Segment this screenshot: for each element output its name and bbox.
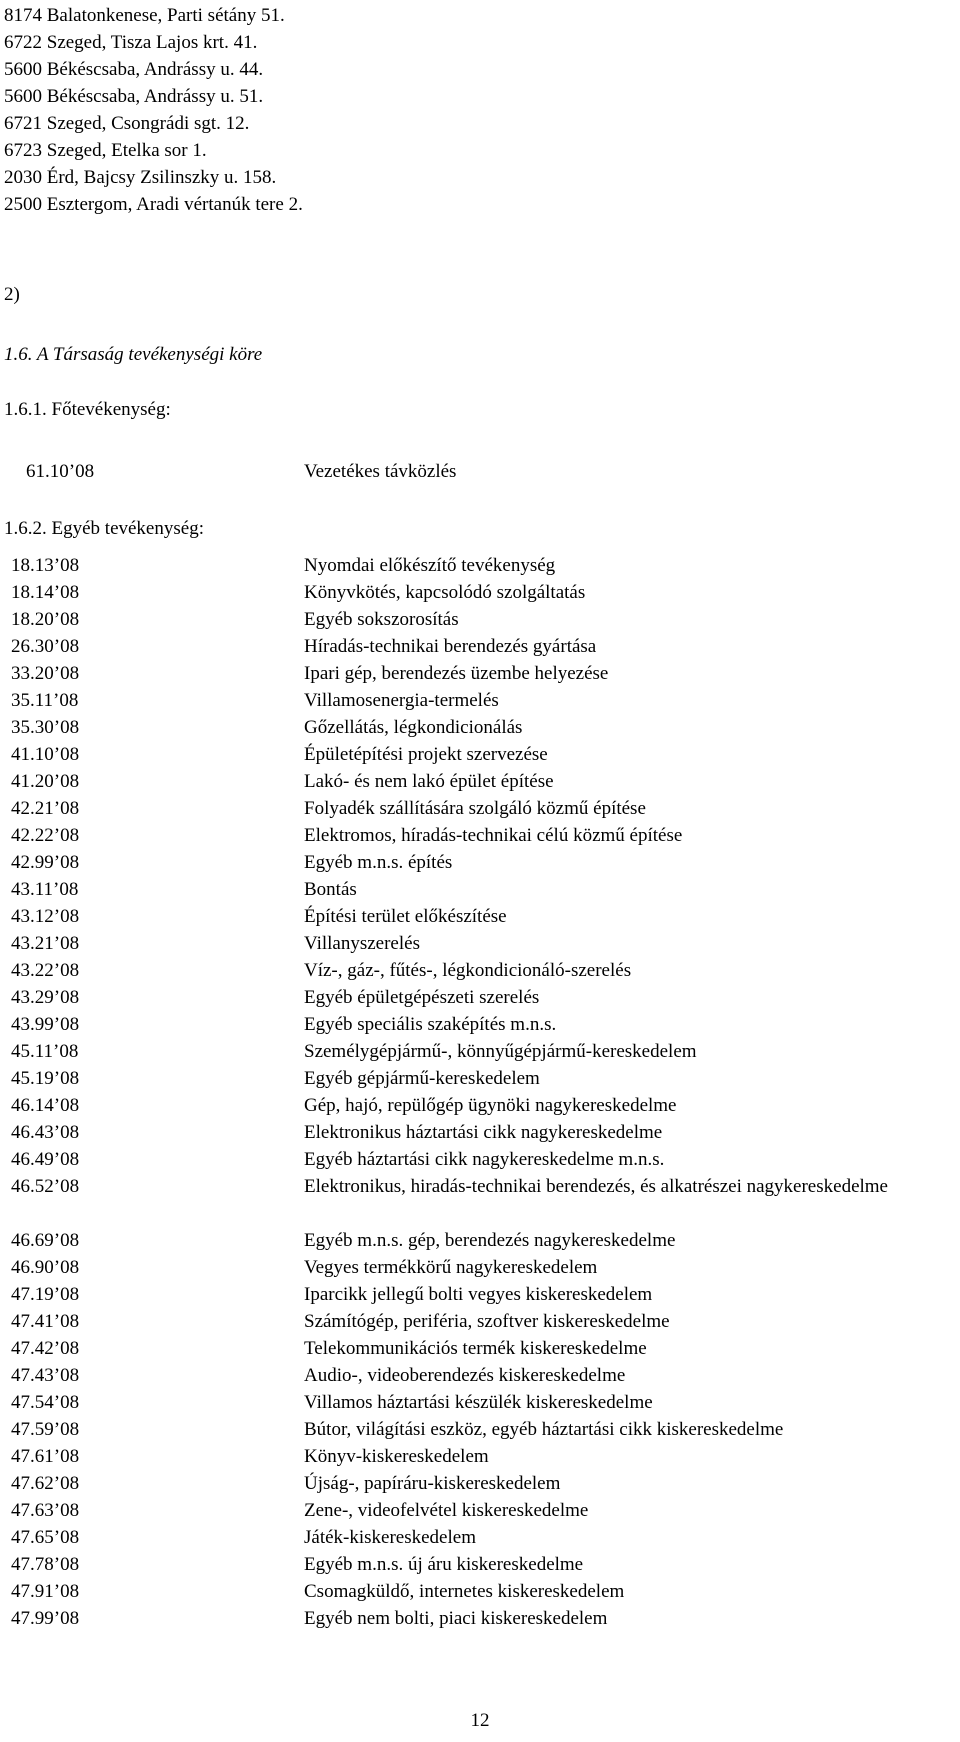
activity-description: Folyadék szállítására szolgáló közmű építése — [304, 798, 646, 819]
activity-description: Egyéb gépjármű-kereskedelem — [304, 1068, 540, 1089]
activity-description: Könyv-kiskereskedelem — [304, 1446, 489, 1467]
activity-description: Újság-, papíráru-kiskereskedelem — [304, 1473, 561, 1494]
activity-row — [0, 1443, 960, 1470]
activity-description: Egyéb sokszorosítás — [304, 609, 459, 630]
activity-row — [0, 1470, 960, 1497]
activity-description: Egyéb nem bolti, piaci kiskereskedelem — [304, 1608, 608, 1629]
activity-code: 46.69’08 — [11, 1230, 80, 1251]
activity-code: 47.61’08 — [11, 1446, 80, 1467]
activity-description: Könyvkötés, kapcsolódó szolgáltatás — [304, 582, 586, 603]
activity-row — [0, 1038, 960, 1065]
activity-description: Híradás-technikai berendezés gyártása — [304, 636, 597, 657]
activity-description: Telekommunikációs termék kiskereskedelme — [304, 1338, 647, 1359]
activity-row — [0, 741, 960, 768]
activity-row — [0, 1065, 960, 1092]
activity-code: 33.20’08 — [11, 663, 80, 684]
activity-row — [0, 1281, 960, 1308]
activity-description: Egyéb m.n.s. építés — [304, 852, 453, 873]
activity-code: 47.59’08 — [11, 1419, 80, 1440]
activity-row — [0, 768, 960, 795]
activity-description: Gőzellátás, légkondicionálás — [304, 717, 523, 738]
activity-code: 46.49’08 — [11, 1149, 80, 1170]
activity-code: 18.13’08 — [11, 555, 80, 576]
activity-description: Villamos háztartási készülék kiskereskedelme — [304, 1392, 653, 1413]
activity-row — [0, 1335, 960, 1362]
activity-description: Építési terület előkészítése — [304, 906, 507, 927]
activity-description: Zene-, videofelvétel kiskereskedelme — [304, 1500, 589, 1521]
activity-row — [0, 714, 960, 741]
activity-row — [0, 1416, 960, 1443]
activity-row — [0, 633, 960, 660]
activity-row — [0, 1362, 960, 1389]
activity-row — [0, 1551, 960, 1578]
activity-row — [0, 849, 960, 876]
address-line: 6721 Szeged, Csongrádi sgt. 12. — [4, 113, 250, 134]
address-line: 2500 Esztergom, Aradi vértanúk tere 2. — [4, 194, 303, 215]
activity-row — [0, 903, 960, 930]
activity-description: Elektromos, híradás-technikai célú közmű építése — [304, 825, 683, 846]
address-line: 5600 Békéscsaba, Andrássy u. 51. — [4, 86, 264, 107]
activity-code: 18.14’08 — [11, 582, 80, 603]
activity-row — [0, 552, 960, 579]
activity-description: Gép, hajó, repülőgép ügynöki nagykereskedelme — [304, 1095, 677, 1116]
main-activity-description: Vezetékes távközlés — [304, 461, 457, 482]
address-line: 8174 Balatonkenese, Parti sétány 51. — [4, 5, 285, 26]
activity-description: Bontás — [304, 879, 357, 900]
activity-description: Lakó- és nem lakó épület építése — [304, 771, 554, 792]
activity-row — [0, 1119, 960, 1146]
activity-description: Egyéb épületgépészeti szerelés — [304, 987, 540, 1008]
main-activity-code: 61.10’08 — [26, 461, 95, 482]
activity-row — [0, 579, 960, 606]
address-line: 5600 Békéscsaba, Andrássy u. 44. — [4, 59, 264, 80]
activity-code: 46.14’08 — [11, 1095, 80, 1116]
activity-code: 47.19’08 — [11, 1284, 80, 1305]
activity-code: 35.11’08 — [11, 690, 79, 711]
activity-description: Egyéb m.n.s. új áru kiskereskedelme — [304, 1554, 584, 1575]
main-activity-heading: 1.6.1. Főtevékenység: — [4, 399, 171, 420]
activity-row — [0, 984, 960, 1011]
activity-row — [0, 876, 960, 903]
activity-code: 47.91’08 — [11, 1581, 80, 1602]
activity-row — [0, 687, 960, 714]
activity-description: Bútor, világítási eszköz, egyéb háztartási cikk kiskereskedelme — [304, 1419, 784, 1440]
activity-row — [0, 660, 960, 687]
activity-code: 45.11’08 — [11, 1041, 79, 1062]
activity-code: 26.30’08 — [11, 636, 80, 657]
activity-description: Számítógép, periféria, szoftver kiskereskedelme — [304, 1311, 670, 1332]
page-number: 12 — [470, 1710, 490, 1731]
activity-row — [0, 930, 960, 957]
activity-code: 46.90’08 — [11, 1257, 80, 1278]
scope-heading: 1.6. A Társaság tevékenységi köre — [4, 344, 263, 365]
activity-row — [0, 957, 960, 984]
activity-code: 46.43’08 — [11, 1122, 80, 1143]
activity-row — [0, 1308, 960, 1335]
activity-code: 43.12’08 — [11, 906, 80, 927]
activity-code: 47.63’08 — [11, 1500, 80, 1521]
activity-row — [0, 822, 960, 849]
activity-code: 43.29’08 — [11, 987, 80, 1008]
activity-code: 46.52’08 — [11, 1176, 80, 1197]
activity-description: Elektronikus háztartási cikk nagykereskedelme — [304, 1122, 663, 1143]
activity-description: Épületépítési projekt szervezése — [304, 744, 548, 765]
activity-code: 43.21’08 — [11, 933, 80, 954]
activity-code: 47.99’08 — [11, 1608, 80, 1629]
activity-description: Vegyes termékkörű nagykereskedelem — [304, 1257, 598, 1278]
activity-row — [0, 1173, 960, 1227]
activity-code: 47.54’08 — [11, 1392, 80, 1413]
activity-description: Csomagküldő, internetes kiskereskedelem — [304, 1581, 625, 1602]
activity-code: 18.20’08 — [11, 609, 80, 630]
activity-list — [0, 552, 960, 1632]
address-line: 2030 Érd, Bajcsy Zsilinszky u. 158. — [4, 167, 277, 188]
activity-description: Villamosenergia-termelés — [304, 690, 499, 711]
activity-row — [0, 1389, 960, 1416]
activity-description: Egyéb speciális szaképítés m.n.s. — [304, 1014, 557, 1035]
activity-row — [0, 1578, 960, 1605]
activity-code: 43.99’08 — [11, 1014, 80, 1035]
activity-row — [0, 1227, 960, 1254]
activity-row — [0, 1524, 960, 1551]
address-list — [4, 2, 303, 218]
activity-code: 47.42’08 — [11, 1338, 80, 1359]
address-line: 6722 Szeged, Tisza Lajos krt. 41. — [4, 32, 258, 53]
activity-code: 42.21’08 — [11, 798, 80, 819]
activity-code: 47.62’08 — [11, 1473, 80, 1494]
activity-description: Elektronikus, hiradás-technikai berendezés, és alkatrészei nagykereskedelme — [304, 1176, 888, 1197]
activity-description: Villanyszerelés — [304, 933, 420, 954]
activity-code: 45.19’08 — [11, 1068, 80, 1089]
activity-code: 35.30’08 — [11, 717, 80, 738]
activity-description: Audio-, videoberendezés kiskereskedelme — [304, 1365, 626, 1386]
activity-code: 47.41’08 — [11, 1311, 80, 1332]
activity-code: 47.65’08 — [11, 1527, 80, 1548]
address-line: 6723 Szeged, Etelka sor 1. — [4, 140, 207, 161]
activity-description: Ipari gép, berendezés üzembe helyezése — [304, 663, 609, 684]
activity-description: Egyéb háztartási cikk nagykereskedelme m.n.s. — [304, 1149, 665, 1170]
activity-description: Iparcikk jellegű bolti vegyes kiskereskedelem — [304, 1284, 653, 1305]
activity-description: Víz-, gáz-, fűtés-, légkondicionáló-szerelés — [304, 960, 632, 981]
activity-code: 41.10’08 — [11, 744, 80, 765]
activity-row — [0, 606, 960, 633]
activity-row — [0, 1011, 960, 1038]
activity-row — [0, 1254, 960, 1281]
activity-row — [0, 1146, 960, 1173]
activity-description: Személygépjármű-, könnyűgépjármű-kereskedelem — [304, 1041, 697, 1062]
activity-code: 47.78’08 — [11, 1554, 80, 1575]
activity-code: 42.99’08 — [11, 852, 80, 873]
activity-code: 43.22’08 — [11, 960, 80, 981]
activity-description: Nyomdai előkészítő tevékenység — [304, 555, 556, 576]
activity-code: 43.11’08 — [11, 879, 79, 900]
activity-row — [0, 1092, 960, 1119]
other-activities-heading: 1.6.2. Egyéb tevékenység: — [4, 518, 204, 539]
activity-code: 47.43’08 — [11, 1365, 80, 1386]
activity-code: 41.20’08 — [11, 771, 80, 792]
activity-row — [0, 1605, 960, 1632]
section-number: 2) — [4, 284, 20, 305]
activity-row — [0, 1497, 960, 1524]
activity-code: 42.22’08 — [11, 825, 80, 846]
activity-row — [0, 795, 960, 822]
activity-description: Játék-kiskereskedelem — [304, 1527, 476, 1548]
activity-description: Egyéb m.n.s. gép, berendezés nagykereskedelme — [304, 1230, 676, 1251]
